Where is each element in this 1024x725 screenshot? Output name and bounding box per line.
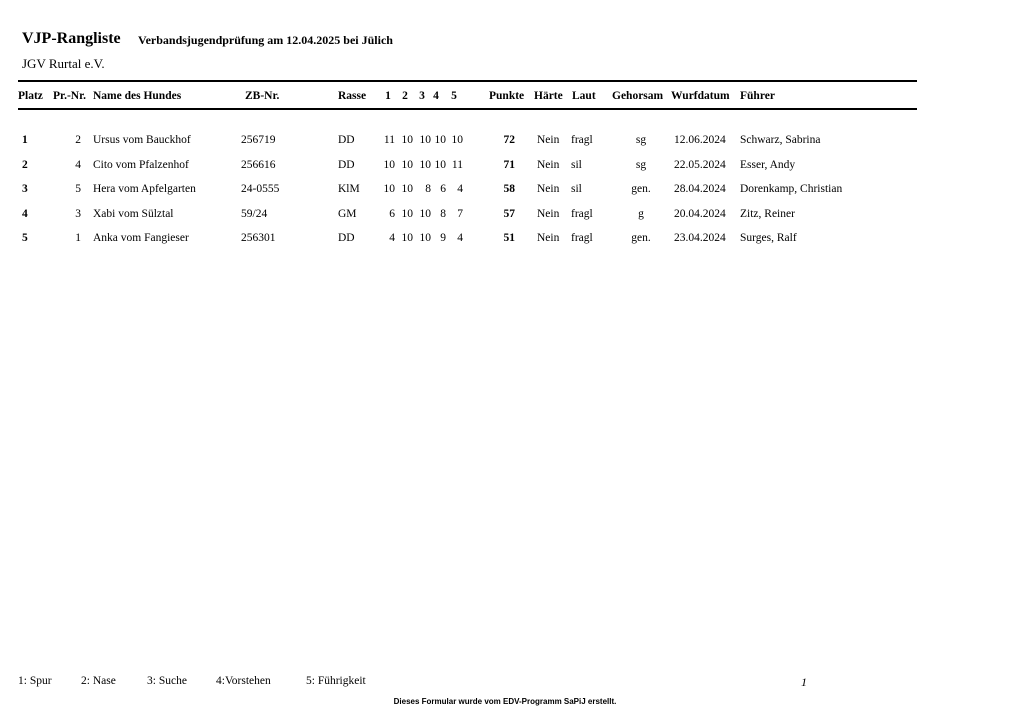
cell-s1: 11 <box>383 134 395 146</box>
cell-name: Anka vom Fangieser <box>93 232 189 244</box>
col-wurfdatum: Wurfdatum <box>671 90 730 102</box>
cell-s3: 10 <box>419 158 431 171</box>
cell-wurfdatum: 28.04.2024 <box>674 183 726 195</box>
cell-rasse: DD <box>338 232 355 244</box>
cell-fuehrer: Zitz, Reiner <box>740 207 795 220</box>
header-rule-bottom <box>18 108 917 110</box>
cell-wurfdatum: 12.06.2024 <box>674 134 726 146</box>
cell-laut: fragl <box>571 134 593 146</box>
cell-gehorsam: sg <box>635 158 647 171</box>
cell-name: Hera vom Apfelgarten <box>93 183 196 195</box>
cell-fuehrer: Esser, Andy <box>740 158 796 171</box>
cell-gehorsam: g <box>638 207 644 220</box>
cell-prnr: 5 <box>75 183 81 195</box>
cell-s1: 4 <box>389 232 395 244</box>
legend-item: 4:Vorstehen <box>216 675 271 687</box>
col-gehorsam: Gehorsam <box>612 90 664 102</box>
col-name: Name des Hundes <box>93 90 182 102</box>
cell-haerte: Nein <box>537 134 560 146</box>
cell-platz: 1 <box>22 134 28 146</box>
cell-laut: sil <box>571 158 582 171</box>
col-punkte: Punkte <box>489 90 525 102</box>
cell-prnr: 1 <box>75 232 81 244</box>
cell-platz: 3 <box>22 183 28 195</box>
cell-laut: fragl <box>571 232 593 244</box>
cell-gehorsam: sg <box>635 134 647 146</box>
cell-s1: 10 <box>383 158 395 171</box>
legend-item: 3: Suche <box>147 675 187 687</box>
cell-laut: sil <box>571 183 582 195</box>
col-fuehrer: Führer <box>740 90 775 102</box>
cell-s5: 7 <box>457 207 463 220</box>
cell-wurfdatum: 22.05.2024 <box>674 158 726 171</box>
cell-s5: 11 <box>451 158 463 171</box>
cell-s2: 10 <box>401 158 413 171</box>
cell-s3: 10 <box>419 207 431 220</box>
cell-s1: 6 <box>389 207 395 220</box>
col-zbnr: ZB-Nr. <box>245 90 280 102</box>
col-score-5: 5 <box>451 90 457 102</box>
cell-punkte: 57 <box>503 207 515 220</box>
cell-rasse: DD <box>338 158 355 171</box>
col-score-4: 4 <box>433 90 439 102</box>
cell-s4: 8 <box>440 207 446 220</box>
legend-item: 2: Nase <box>81 675 116 687</box>
cell-haerte: Nein <box>537 207 560 220</box>
cell-fuehrer: Schwarz, Sabrina <box>740 134 821 146</box>
cell-zbnr: 256301 <box>241 232 276 244</box>
cell-wurfdatum: 20.04.2024 <box>674 207 726 220</box>
cell-s5: 4 <box>457 183 463 195</box>
cell-s1: 10 <box>383 183 395 195</box>
cell-wurfdatum: 23.04.2024 <box>674 232 726 244</box>
cell-punkte: 51 <box>503 232 515 244</box>
cell-zbnr: 256719 <box>241 134 276 146</box>
col-laut: Laut <box>572 90 596 102</box>
cell-rasse: KlM <box>338 183 360 195</box>
col-score-3: 3 <box>419 90 425 102</box>
cell-haerte: Nein <box>537 158 560 171</box>
cell-s2: 10 <box>401 134 413 146</box>
cell-prnr: 2 <box>75 134 81 146</box>
cell-laut: fragl <box>571 207 593 220</box>
cell-s4: 10 <box>434 134 446 146</box>
cell-rasse: DD <box>338 134 355 146</box>
cell-s4: 6 <box>440 183 446 195</box>
cell-s2: 10 <box>401 207 413 220</box>
cell-s3: 10 <box>419 134 431 146</box>
cell-rasse: GM <box>338 207 357 220</box>
document-subtitle: Verbandsjugendprüfung am 12.04.2025 bei Jülich <box>138 33 393 47</box>
cell-prnr: 4 <box>75 158 81 171</box>
cell-punkte: 72 <box>503 134 515 146</box>
cell-s2: 10 <box>401 183 413 195</box>
legend-item: 5: Führigkeit <box>306 675 366 687</box>
cell-s3: 8 <box>425 183 431 195</box>
col-rasse: Rasse <box>338 90 367 102</box>
cell-s4: 10 <box>434 158 446 171</box>
cell-s5: 10 <box>451 134 463 146</box>
col-score-2: 2 <box>402 90 408 102</box>
col-prnr: Pr.-Nr. <box>53 90 87 102</box>
cell-zbnr: 24-0555 <box>241 183 280 195</box>
cell-s5: 4 <box>457 232 463 244</box>
cell-punkte: 58 <box>503 183 515 195</box>
software-credit: Dieses Formular wurde vom EDV-Programm SaPiJ erstellt. <box>393 697 617 706</box>
cell-gehorsam: gen. <box>631 232 651 244</box>
cell-zbnr: 256616 <box>241 158 276 171</box>
legend-item: 1: Spur <box>18 675 52 687</box>
club-name: JGV Rurtal e.V. <box>22 56 105 71</box>
col-score-1: 1 <box>385 90 391 102</box>
cell-zbnr: 59/24 <box>241 207 268 220</box>
cell-s4: 9 <box>440 232 446 244</box>
cell-name: Xabi vom Sülztal <box>93 207 174 220</box>
cell-name: Ursus vom Bauckhof <box>93 134 191 146</box>
page-number: 1 <box>801 675 807 689</box>
cell-gehorsam: gen. <box>631 183 651 195</box>
cell-punkte: 71 <box>503 158 515 171</box>
cell-platz: 4 <box>22 207 28 220</box>
cell-platz: 2 <box>22 158 28 171</box>
col-haerte: Härte <box>534 90 563 102</box>
cell-s2: 10 <box>401 232 413 244</box>
cell-platz: 5 <box>22 232 28 244</box>
cell-haerte: Nein <box>537 232 560 244</box>
cell-haerte: Nein <box>537 183 560 195</box>
cell-fuehrer: Dorenkamp, Christian <box>740 183 843 195</box>
cell-fuehrer: Surges, Ralf <box>740 232 797 244</box>
document-title: VJP-Rangliste <box>22 30 121 47</box>
cell-name: Cito vom Pfalzenhof <box>93 158 189 171</box>
header-rule-top <box>18 80 917 82</box>
cell-s3: 10 <box>419 232 431 244</box>
cell-prnr: 3 <box>75 207 81 220</box>
col-platz: Platz <box>18 90 43 102</box>
